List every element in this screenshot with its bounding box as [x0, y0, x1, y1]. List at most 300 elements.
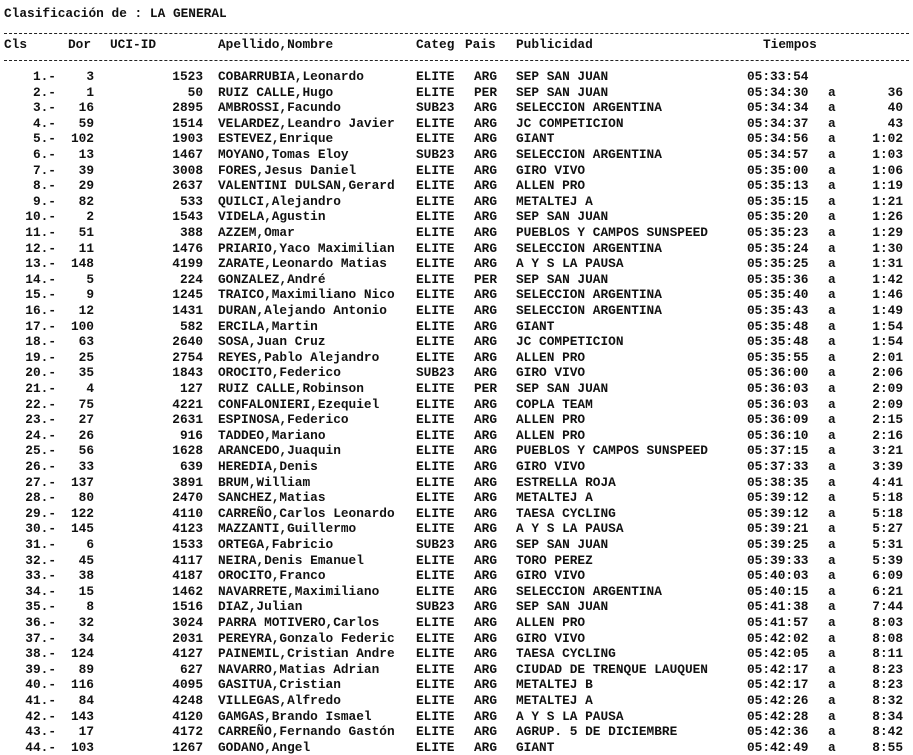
cell-dor: 124	[70, 646, 94, 662]
cell-nombre: CONFALONIERI,Ezequiel	[218, 396, 380, 412]
cell-tiempo: 05:42:36	[747, 724, 809, 740]
table-row	[0, 490, 913, 506]
table-row	[0, 459, 913, 475]
cell-uci: 582	[179, 318, 203, 334]
cell-publicidad: SELECCION ARGENTINA	[516, 287, 662, 303]
cell-uci: 1514	[172, 115, 203, 131]
cell-cls: 27.-	[25, 474, 56, 490]
cell-publicidad: GIRO VIVO	[516, 630, 586, 646]
cell-pais: ARG	[474, 131, 498, 147]
cell-a: a	[828, 615, 836, 630]
cell-publicidad: METALTEJ B	[516, 677, 593, 693]
cell-publicidad: SEP SAN JUAN	[516, 537, 609, 552]
cell-pais: ARG	[474, 318, 498, 334]
cell-tiempo: 05:35:00	[747, 162, 809, 178]
cell-nombre: NAVARRETE,Maximiliano	[218, 583, 380, 599]
cell-uci: 1523	[172, 69, 203, 84]
cell-nombre: REYES,Pablo Alejandro	[218, 349, 380, 365]
table-row	[0, 225, 913, 241]
cell-categ: ELITE	[416, 396, 455, 412]
cell-cls: 22.-	[25, 396, 56, 412]
cell-pais: ARG	[474, 646, 498, 662]
cell-cls: 12.-	[25, 240, 56, 256]
cell-dor: 13	[78, 147, 94, 162]
cell-uci: 4110	[172, 505, 203, 521]
cell-tiempo: 05:40:03	[747, 568, 809, 584]
cell-dor: 4	[86, 381, 94, 396]
cell-tiempo: 05:35:24	[747, 240, 809, 256]
cell-uci: 1245	[172, 287, 203, 303]
cell-cls: 8.-	[32, 178, 56, 194]
cell-nombre: SOSA,Juan Cruz	[218, 334, 326, 350]
cell-nombre: PAINEMIL,Cristian Andre	[218, 646, 395, 662]
cell-categ: ELITE	[416, 303, 455, 318]
cell-nombre: AMBROSSI,Facundo	[218, 100, 341, 116]
cell-nombre: VELARDEZ,Leandro Javier	[218, 115, 395, 131]
cell-nombre: CARREÑO,Carlos Leonardo	[218, 505, 395, 521]
cell-publicidad: GIRO VIVO	[516, 568, 586, 584]
cell-uci: 1843	[172, 365, 203, 381]
column-header-row	[0, 37, 913, 53]
cell-cls: 6.-	[32, 147, 56, 162]
cell-dor: 16	[78, 100, 94, 116]
cell-categ: ELITE	[416, 427, 455, 443]
cell-publicidad: ALLEN PRO	[516, 412, 586, 428]
cell-uci: 224	[179, 271, 203, 287]
table-row	[0, 319, 913, 335]
cell-pais: ARG	[474, 193, 498, 209]
cell-tiempo: 05:42:02	[747, 630, 809, 646]
cell-cls: 39.-	[25, 661, 56, 677]
table-row	[0, 272, 913, 288]
cell-a: a	[828, 209, 836, 225]
cell-uci: 4127	[172, 646, 203, 662]
cell-dor: 29	[78, 178, 94, 194]
cell-nombre: MOYANO,Tomas Eloy	[218, 147, 349, 162]
cell-dif: 36	[887, 84, 903, 100]
cell-dif: 5:27	[872, 521, 903, 537]
cell-tiempo: 05:35:25	[747, 256, 809, 272]
cell-pais: ARG	[474, 552, 498, 568]
cell-publicidad: ALLEN PRO	[516, 178, 586, 194]
cell-categ: ELITE	[416, 225, 455, 240]
cell-cls: 33.-	[25, 568, 56, 584]
cell-categ: ELITE	[416, 84, 455, 100]
cell-publicidad: AGRUP. 5 DE DICIEMBRE	[516, 724, 678, 740]
cell-dif: 4:41	[872, 474, 903, 490]
table-row	[0, 506, 913, 522]
cell-uci: 4123	[172, 521, 203, 537]
cell-dif: 1:02	[872, 131, 903, 147]
table-row	[0, 537, 913, 553]
cell-dor: 102	[70, 131, 94, 147]
cell-categ: ELITE	[416, 739, 455, 755]
cell-publicidad: COPLA TEAM	[516, 396, 593, 412]
cell-uci: 2631	[172, 412, 203, 428]
cell-tiempo: 05:35:48	[747, 334, 809, 350]
cell-uci: 3008	[172, 162, 203, 178]
cell-a: a	[828, 162, 836, 178]
cell-dif: 8:55	[872, 739, 903, 755]
table-row	[0, 428, 913, 444]
cell-publicidad: METALTEJ A	[516, 193, 593, 209]
cell-categ: ELITE	[416, 178, 455, 194]
cell-nombre: ERCILA,Martin	[218, 318, 318, 334]
cell-categ: ELITE	[416, 162, 455, 178]
cell-a: a	[828, 677, 836, 693]
cell-nombre: NAVARRO,Matias Adrian	[218, 661, 380, 677]
cell-nombre: ARANCEDO,Juaquin	[218, 443, 341, 459]
cell-dif: 2:09	[872, 381, 903, 396]
table-row	[0, 303, 913, 319]
cell-dif: 2:01	[872, 349, 903, 365]
cell-dif: 8:03	[872, 615, 903, 630]
cell-categ: ELITE	[416, 240, 455, 256]
cell-categ: ELITE	[416, 193, 455, 209]
cell-nombre: RUIZ CALLE,Hugo	[218, 84, 334, 100]
cell-categ: ELITE	[416, 69, 455, 84]
cell-categ: ELITE	[416, 490, 455, 506]
cell-publicidad: JC COMPETICION	[516, 334, 624, 350]
cell-uci: 4120	[172, 708, 203, 724]
cell-tiempo: 05:33:54	[747, 69, 809, 84]
cell-publicidad: GIRO VIVO	[516, 459, 586, 474]
cell-tiempo: 05:42:17	[747, 661, 809, 677]
cell-publicidad: GIANT	[516, 739, 555, 755]
cell-tiempo: 05:38:35	[747, 474, 809, 490]
cell-dif: 2:06	[872, 365, 903, 381]
cell-tiempo: 05:35:36	[747, 271, 809, 287]
cell-uci: 4172	[172, 724, 203, 740]
cell-dif: 1:49	[872, 303, 903, 318]
table-row	[0, 131, 913, 147]
cell-nombre: VILLEGAS,Alfredo	[218, 693, 341, 708]
cell-nombre: DURAN,Alejando Antonio	[218, 303, 387, 318]
cell-pais: ARG	[474, 724, 498, 740]
cell-pais: ARG	[474, 537, 498, 552]
cell-dif: 3:21	[872, 443, 903, 459]
cell-publicidad: ALLEN PRO	[516, 615, 586, 630]
cell-a: a	[828, 646, 836, 662]
cell-a: a	[828, 381, 836, 396]
cell-dif: 8:11	[872, 646, 903, 662]
table-row	[0, 443, 913, 459]
cell-pais: ARG	[474, 427, 498, 443]
cell-tiempo: 05:39:33	[747, 552, 809, 568]
table-row	[0, 724, 913, 740]
cell-a: a	[828, 474, 836, 490]
cell-a: a	[828, 84, 836, 100]
cell-nombre: PARRA MOTIVERO,Carlos	[218, 615, 380, 630]
cell-pais: ARG	[474, 209, 498, 225]
cell-a: a	[828, 490, 836, 506]
cell-categ: ELITE	[416, 630, 455, 646]
cell-publicidad: SELECCION ARGENTINA	[516, 100, 662, 116]
cell-nombre: RUIZ CALLE,Robinson	[218, 381, 364, 396]
column-header-cls: Cls	[4, 37, 28, 52]
cell-a: a	[828, 287, 836, 303]
cell-uci: 4095	[172, 677, 203, 693]
table-row	[0, 381, 913, 397]
cell-publicidad: A Y S LA PAUSA	[516, 256, 624, 272]
cell-categ: ELITE	[416, 615, 455, 630]
cell-tiempo: 05:34:30	[747, 84, 809, 100]
cell-uci: 2637	[172, 178, 203, 194]
cell-cls: 37.-	[25, 630, 56, 646]
table-row	[0, 740, 913, 755]
cell-categ: SUB23	[416, 365, 455, 381]
cell-dif: 1:30	[872, 240, 903, 256]
table-row	[0, 709, 913, 725]
cell-uci: 1628	[172, 443, 203, 459]
cell-dor: 5	[86, 271, 94, 287]
cell-cls: 25.-	[25, 443, 56, 459]
cell-a: a	[828, 427, 836, 443]
cell-tiempo: 05:34:37	[747, 115, 809, 131]
cell-cls: 5.-	[32, 131, 56, 147]
cell-categ: ELITE	[416, 552, 455, 568]
cell-cls: 23.-	[25, 412, 56, 428]
cell-cls: 21.-	[25, 381, 56, 396]
cell-pais: ARG	[474, 615, 498, 630]
cell-uci: 1267	[172, 739, 203, 755]
cell-cls: 41.-	[25, 693, 56, 708]
cell-pais: ARG	[474, 677, 498, 693]
cell-publicidad: CIUDAD DE TRENQUE LAUQUEN	[516, 661, 708, 677]
cell-cls: 44.-	[25, 739, 56, 755]
cell-uci: 2640	[172, 334, 203, 350]
cell-uci: 1467	[172, 147, 203, 162]
cell-cls: 16.-	[25, 303, 56, 318]
cell-tiempo: 05:36:00	[747, 365, 809, 381]
cell-pais: ARG	[474, 568, 498, 584]
column-header-tiempos: Tiempos	[763, 37, 817, 52]
cell-nombre: PEREYRA,Gonzalo Federic	[218, 630, 395, 646]
cell-pais: ARG	[474, 708, 498, 724]
cell-dif: 8:32	[872, 693, 903, 708]
table-row	[0, 677, 913, 693]
cell-dor: 15	[78, 583, 94, 599]
cell-cls: 7.-	[32, 162, 56, 178]
page-title: Clasificación de : LA GENERAL	[4, 6, 227, 21]
cell-uci: 1431	[172, 303, 203, 318]
cell-dif: 1:06	[872, 162, 903, 178]
cell-uci: 1516	[172, 599, 203, 615]
cell-uci: 50	[187, 84, 203, 100]
cell-tiempo: 05:42:28	[747, 708, 809, 724]
cell-dif: 8:34	[872, 708, 903, 724]
cell-dif: 1:29	[872, 225, 903, 240]
table-row	[0, 69, 913, 85]
table-row	[0, 397, 913, 413]
table-row	[0, 693, 913, 709]
cell-dor: 11	[78, 240, 94, 256]
cell-a: a	[828, 521, 836, 537]
cell-uci: 1903	[172, 131, 203, 147]
cell-nombre: NEIRA,Denis Emanuel	[218, 552, 364, 568]
column-header-nombre: Apellido,Nombre	[218, 37, 334, 52]
cell-nombre: ESPINOSA,Federico	[218, 412, 349, 428]
cell-dor: 116	[70, 677, 94, 693]
cell-categ: ELITE	[416, 474, 455, 490]
cell-pais: ARG	[474, 365, 498, 381]
cell-publicidad: ALLEN PRO	[516, 427, 586, 443]
cell-pais: ARG	[474, 100, 498, 116]
cell-categ: ELITE	[416, 661, 455, 677]
cell-dor: 3	[86, 69, 94, 84]
cell-dif: 43	[887, 115, 903, 131]
cell-uci: 1543	[172, 209, 203, 225]
cell-dif: 1:54	[872, 318, 903, 334]
cell-tiempo: 05:34:34	[747, 100, 809, 116]
cell-categ: ELITE	[416, 568, 455, 584]
cell-categ: ELITE	[416, 334, 455, 350]
cell-pais: ARG	[474, 412, 498, 428]
cell-dor: 59	[78, 115, 94, 131]
cell-dif: 5:31	[872, 537, 903, 552]
cell-categ: SUB23	[416, 100, 455, 116]
cell-categ: ELITE	[416, 271, 455, 287]
cell-dif: 40	[887, 100, 903, 116]
cell-uci: 4187	[172, 568, 203, 584]
cell-uci: 4199	[172, 256, 203, 272]
cell-categ: ELITE	[416, 708, 455, 724]
cell-a: a	[828, 583, 836, 599]
cell-cls: 2.-	[32, 84, 56, 100]
cell-dif: 8:08	[872, 630, 903, 646]
cell-nombre: VALENTINI DULSAN,Gerard	[218, 178, 395, 194]
cell-categ: SUB23	[416, 147, 455, 162]
cell-publicidad: SEP SAN JUAN	[516, 381, 609, 396]
cell-categ: ELITE	[416, 349, 455, 365]
cell-dor: 75	[78, 396, 94, 412]
table-row	[0, 209, 913, 225]
cell-cls: 26.-	[25, 459, 56, 474]
cell-publicidad: METALTEJ A	[516, 490, 593, 506]
cell-cls: 43.-	[25, 724, 56, 740]
table-row	[0, 412, 913, 428]
cell-a: a	[828, 568, 836, 584]
cell-tiempo: 05:41:38	[747, 599, 809, 615]
cell-dif: 1:42	[872, 271, 903, 287]
cell-dif: 5:18	[872, 505, 903, 521]
cell-dor: 26	[78, 427, 94, 443]
cell-dor: 35	[78, 365, 94, 381]
table-row	[0, 521, 913, 537]
cell-categ: ELITE	[416, 256, 455, 272]
cell-a: a	[828, 349, 836, 365]
cell-tiempo: 05:41:57	[747, 615, 809, 630]
cell-tiempo: 05:34:56	[747, 131, 809, 147]
cell-nombre: VIDELA,Agustin	[218, 209, 326, 225]
cell-nombre: MAZZANTI,Guillermo	[218, 521, 357, 537]
cell-publicidad: SELECCION ARGENTINA	[516, 147, 662, 162]
cell-pais: ARG	[474, 490, 498, 506]
cell-tiempo: 05:37:15	[747, 443, 809, 459]
cell-nombre: SANCHEZ,Matias	[218, 490, 326, 506]
table-row	[0, 584, 913, 600]
cell-a: a	[828, 131, 836, 147]
cell-nombre: GODANO,Angel	[218, 739, 311, 755]
cell-tiempo: 05:36:10	[747, 427, 809, 443]
cell-cls: 10.-	[25, 209, 56, 225]
cell-publicidad: ESTRELLA ROJA	[516, 474, 616, 490]
table-row	[0, 194, 913, 210]
cell-a: a	[828, 630, 836, 646]
cell-tiempo: 05:42:49	[747, 739, 809, 755]
cell-uci: 1533	[172, 537, 203, 552]
cell-nombre: GASITUA,Cristian	[218, 677, 341, 693]
cell-pais: ARG	[474, 256, 498, 272]
cell-a: a	[828, 693, 836, 708]
cell-dor: 33	[78, 459, 94, 474]
cell-uci: 3891	[172, 474, 203, 490]
cell-nombre: PRIARIO,Yaco Maximilian	[218, 240, 395, 256]
cell-tiempo: 05:35:23	[747, 225, 809, 240]
cell-dif: 1:26	[872, 209, 903, 225]
cell-cls: 11.-	[25, 225, 56, 240]
cell-dor: 80	[78, 490, 94, 506]
cell-pais: ARG	[474, 661, 498, 677]
cell-dor: 82	[78, 193, 94, 209]
cell-a: a	[828, 271, 836, 287]
cell-cls: 31.-	[25, 537, 56, 552]
cell-categ: ELITE	[416, 381, 455, 396]
cell-pais: PER	[474, 271, 498, 287]
cell-tiempo: 05:39:25	[747, 537, 809, 552]
cell-publicidad: GIRO VIVO	[516, 162, 586, 178]
cell-pais: PER	[474, 84, 498, 100]
cell-tiempo: 05:35:40	[747, 287, 809, 303]
cell-a: a	[828, 225, 836, 240]
cell-pais: ARG	[474, 459, 498, 474]
cell-dor: 100	[70, 318, 94, 334]
cell-dor: 137	[70, 474, 94, 490]
cell-uci: 2895	[172, 100, 203, 116]
cell-tiempo: 05:36:09	[747, 412, 809, 428]
cell-pais: ARG	[474, 693, 498, 708]
cell-nombre: GAMGAS,Brando Ismael	[218, 708, 372, 724]
cell-pais: ARG	[474, 396, 498, 412]
cell-uci: 4248	[172, 693, 203, 708]
cell-tiempo: 05:42:26	[747, 693, 809, 708]
cell-dor: 8	[86, 599, 94, 615]
cell-a: a	[828, 552, 836, 568]
cell-pais: ARG	[474, 225, 498, 240]
table-row	[0, 287, 913, 303]
cell-categ: ELITE	[416, 646, 455, 662]
cell-a: a	[828, 178, 836, 194]
cell-dif: 5:18	[872, 490, 903, 506]
cell-categ: ELITE	[416, 318, 455, 334]
cell-categ: ELITE	[416, 209, 455, 225]
cell-pais: ARG	[474, 287, 498, 303]
cell-categ: ELITE	[416, 459, 455, 474]
cell-categ: SUB23	[416, 599, 455, 615]
cell-a: a	[828, 505, 836, 521]
cell-categ: ELITE	[416, 412, 455, 428]
cell-pais: ARG	[474, 630, 498, 646]
cell-a: a	[828, 724, 836, 740]
cell-nombre: OROCITO,Federico	[218, 365, 341, 381]
cell-publicidad: A Y S LA PAUSA	[516, 521, 624, 537]
cell-uci: 127	[179, 381, 203, 396]
cell-pais: ARG	[474, 115, 498, 131]
cell-categ: ELITE	[416, 693, 455, 708]
cell-uci: 627	[179, 661, 203, 677]
cell-dor: 122	[70, 505, 94, 521]
cell-dor: 56	[78, 443, 94, 459]
